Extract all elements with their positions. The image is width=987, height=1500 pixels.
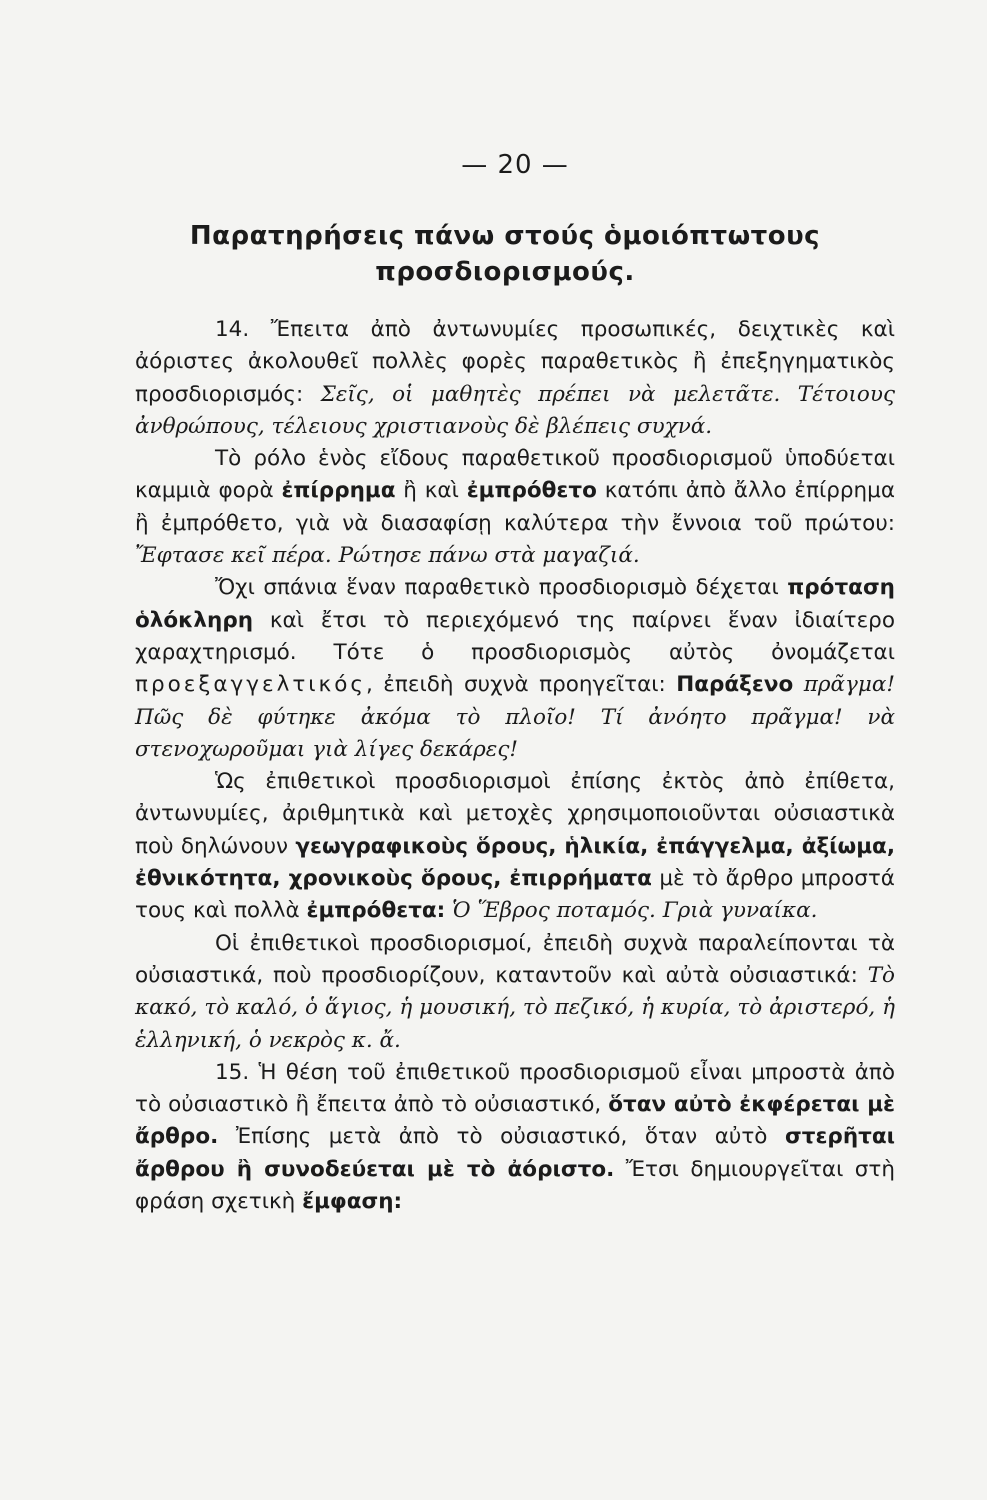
text-run: κατόπι ἀπὸ ἄλλο ἐπίρρημα ἢ ἐμπρόθετο, γιὰ νὰ διασαφίσῃ καλύτερα τὴν ἔννοια τοῦ πρώτου: xyxy=(135,478,895,536)
term-bold: στερῆται ἄρθρου ἢ συνοδεύεται μὲ τὸ ἀόριστο. xyxy=(135,1124,895,1182)
text-run: , ἐπειδὴ συχνὰ προηγεῖται: xyxy=(365,672,677,698)
term-bold: Παράξενο xyxy=(676,672,794,698)
text-run: καὶ ἔτσι τὸ περιεχόμενό της παίρνει ἕναν ἰδιαίτερο χαραχτηρισμό. Τότε ὁ προσδιορισμὸς αὐτὸς ὀνομάζεται xyxy=(135,607,895,665)
text-run: Ἐπίσης μετὰ ἀπὸ τὸ οὐσιαστικό, ὅταν αὐτὸ xyxy=(218,1124,785,1150)
text-run: Οἱ ἐπιθετικοὶ προσδιορισμοί, ἐπειδὴ συχνὰ παραλείπονται τὰ οὐσιαστικά, ποὺ προσδιορίζουν, καταντοῦν καὶ αὐτὰ οὐσιαστικά: xyxy=(135,930,895,988)
text-run: Ἔτσι δημιουργεῖται στὴ φράση σχετικὴ xyxy=(135,1156,896,1215)
term-bold: πρόταση ὁλόκληρη xyxy=(135,575,895,633)
example-italic: Τὸ κακό, τὸ καλό, ὁ ἅγιος, ἡ μουσική, τὸ πεζικό, ἡ κυρία, τὸ ἀριστερό, ἡ ἑλληνική, ὁ νεκρὸς κ. ἄ. xyxy=(135,962,895,1053)
text-run: 14. Ἔπειτα ἀπὸ ἀντωνυμίες προσωπικές, δειχτικὲς καὶ ἀόριστες ἀκολουθεῖ πολλὲς φορὲς παραθετικὸς ἢ ἐπεξηγηματικὸς προσδιορισμός: xyxy=(135,317,895,407)
section-heading xyxy=(135,218,875,290)
term-bold: γεωγραφικοὺς ὅρους, ἡλικία, ἐπάγγελμα, ἀξίωμα, ἐθνικότητα, χρονικοὺς ὅρους, ἐπιρρήματα xyxy=(135,833,895,892)
term-bold: ἐμπρόθετο xyxy=(466,478,597,504)
example-italic: Ἔφτασε κεῖ πέρα. Ρώτησε πάνω στὰ μαγαζιά. xyxy=(135,543,640,569)
text-run: Ὡς ἐπιθετικοὶ προσδιορισμοὶ ἐπίσης ἐκτὸς ἀπὸ ἐπίθετα, ἀντωνυμίες, ἀριθμητικὰ καὶ μετοχὲς χρησιμοποιοῦνται οὐσιαστικὰ ποὺ δηλώνουν xyxy=(135,769,895,859)
paragraph-attributive-nouns xyxy=(135,766,895,927)
term-bold: ἔμφαση: xyxy=(302,1189,403,1215)
paragraph-whole-clause xyxy=(135,572,895,766)
term-bold: ἐμπρόθετα: xyxy=(306,898,446,924)
example-italic: Σεῖς, οἱ μαθητὲς πρέπει νὰ μελετᾶτε. Τέτοιους ἀνθρώπους, τέλειους χριστιανοὺς δὲ βλέπεις συχνά. xyxy=(135,381,895,439)
body-text xyxy=(135,314,895,1218)
text-run: μὲ τὸ ἄρθρο μπροστά τους καὶ πολλὰ xyxy=(135,866,895,924)
paragraph-15-position xyxy=(135,1057,895,1218)
heading-line-2: προσδιορισμούς. xyxy=(375,257,635,287)
example-italic: πρᾶγμα! Πῶς δὲ φύτηκε ἀκόμα τὸ πλοῖο! Τί ἀνόητο πρᾶγμα! νὰ στενοχωροῦμαι γιὰ λίγες δεκάρες! xyxy=(135,672,895,762)
text-run: Τὸ ρόλο ἑνὸς εἴδους παραθετικοῦ προσδιορισμοῦ ὑποδύεται καμμιὰ φορὰ xyxy=(135,446,895,504)
term-bold: ὅταν αὐτὸ ἐκφέρεται μὲ ἄρθρο. xyxy=(135,1092,896,1150)
text-run: ἢ καὶ xyxy=(395,478,467,504)
text-run: Ὄχι σπάνια ἕναν παραθετικὸ προσδιορισμὸ δέχεται xyxy=(215,575,788,601)
example-italic: Ὁ Ἕβρος ποταμός. Γριὰ γυναίκα. xyxy=(445,898,818,924)
term-spaced: προεξαγγελτικός xyxy=(135,672,366,698)
term-bold: ἐπίρρημα xyxy=(281,478,396,504)
heading-line-1: Παρατηρήσεις πάνω στούς ὁμοιόπτωτους xyxy=(189,221,821,251)
page-number: — 20 — xyxy=(461,150,569,180)
text-run: 15. Ἡ θέση τοῦ ἐπιθετικοῦ προσδιορισμοῦ εἶναι μπροστὰ ἀπὸ τὸ οὐσιαστικὸ ἢ ἔπειτα ἀπὸ τὸ οὐσιαστικό, xyxy=(135,1059,895,1118)
paragraph-substantivized xyxy=(135,928,895,1057)
paragraph-adverb-role xyxy=(135,443,895,572)
paragraph-14-intro xyxy=(135,314,895,443)
